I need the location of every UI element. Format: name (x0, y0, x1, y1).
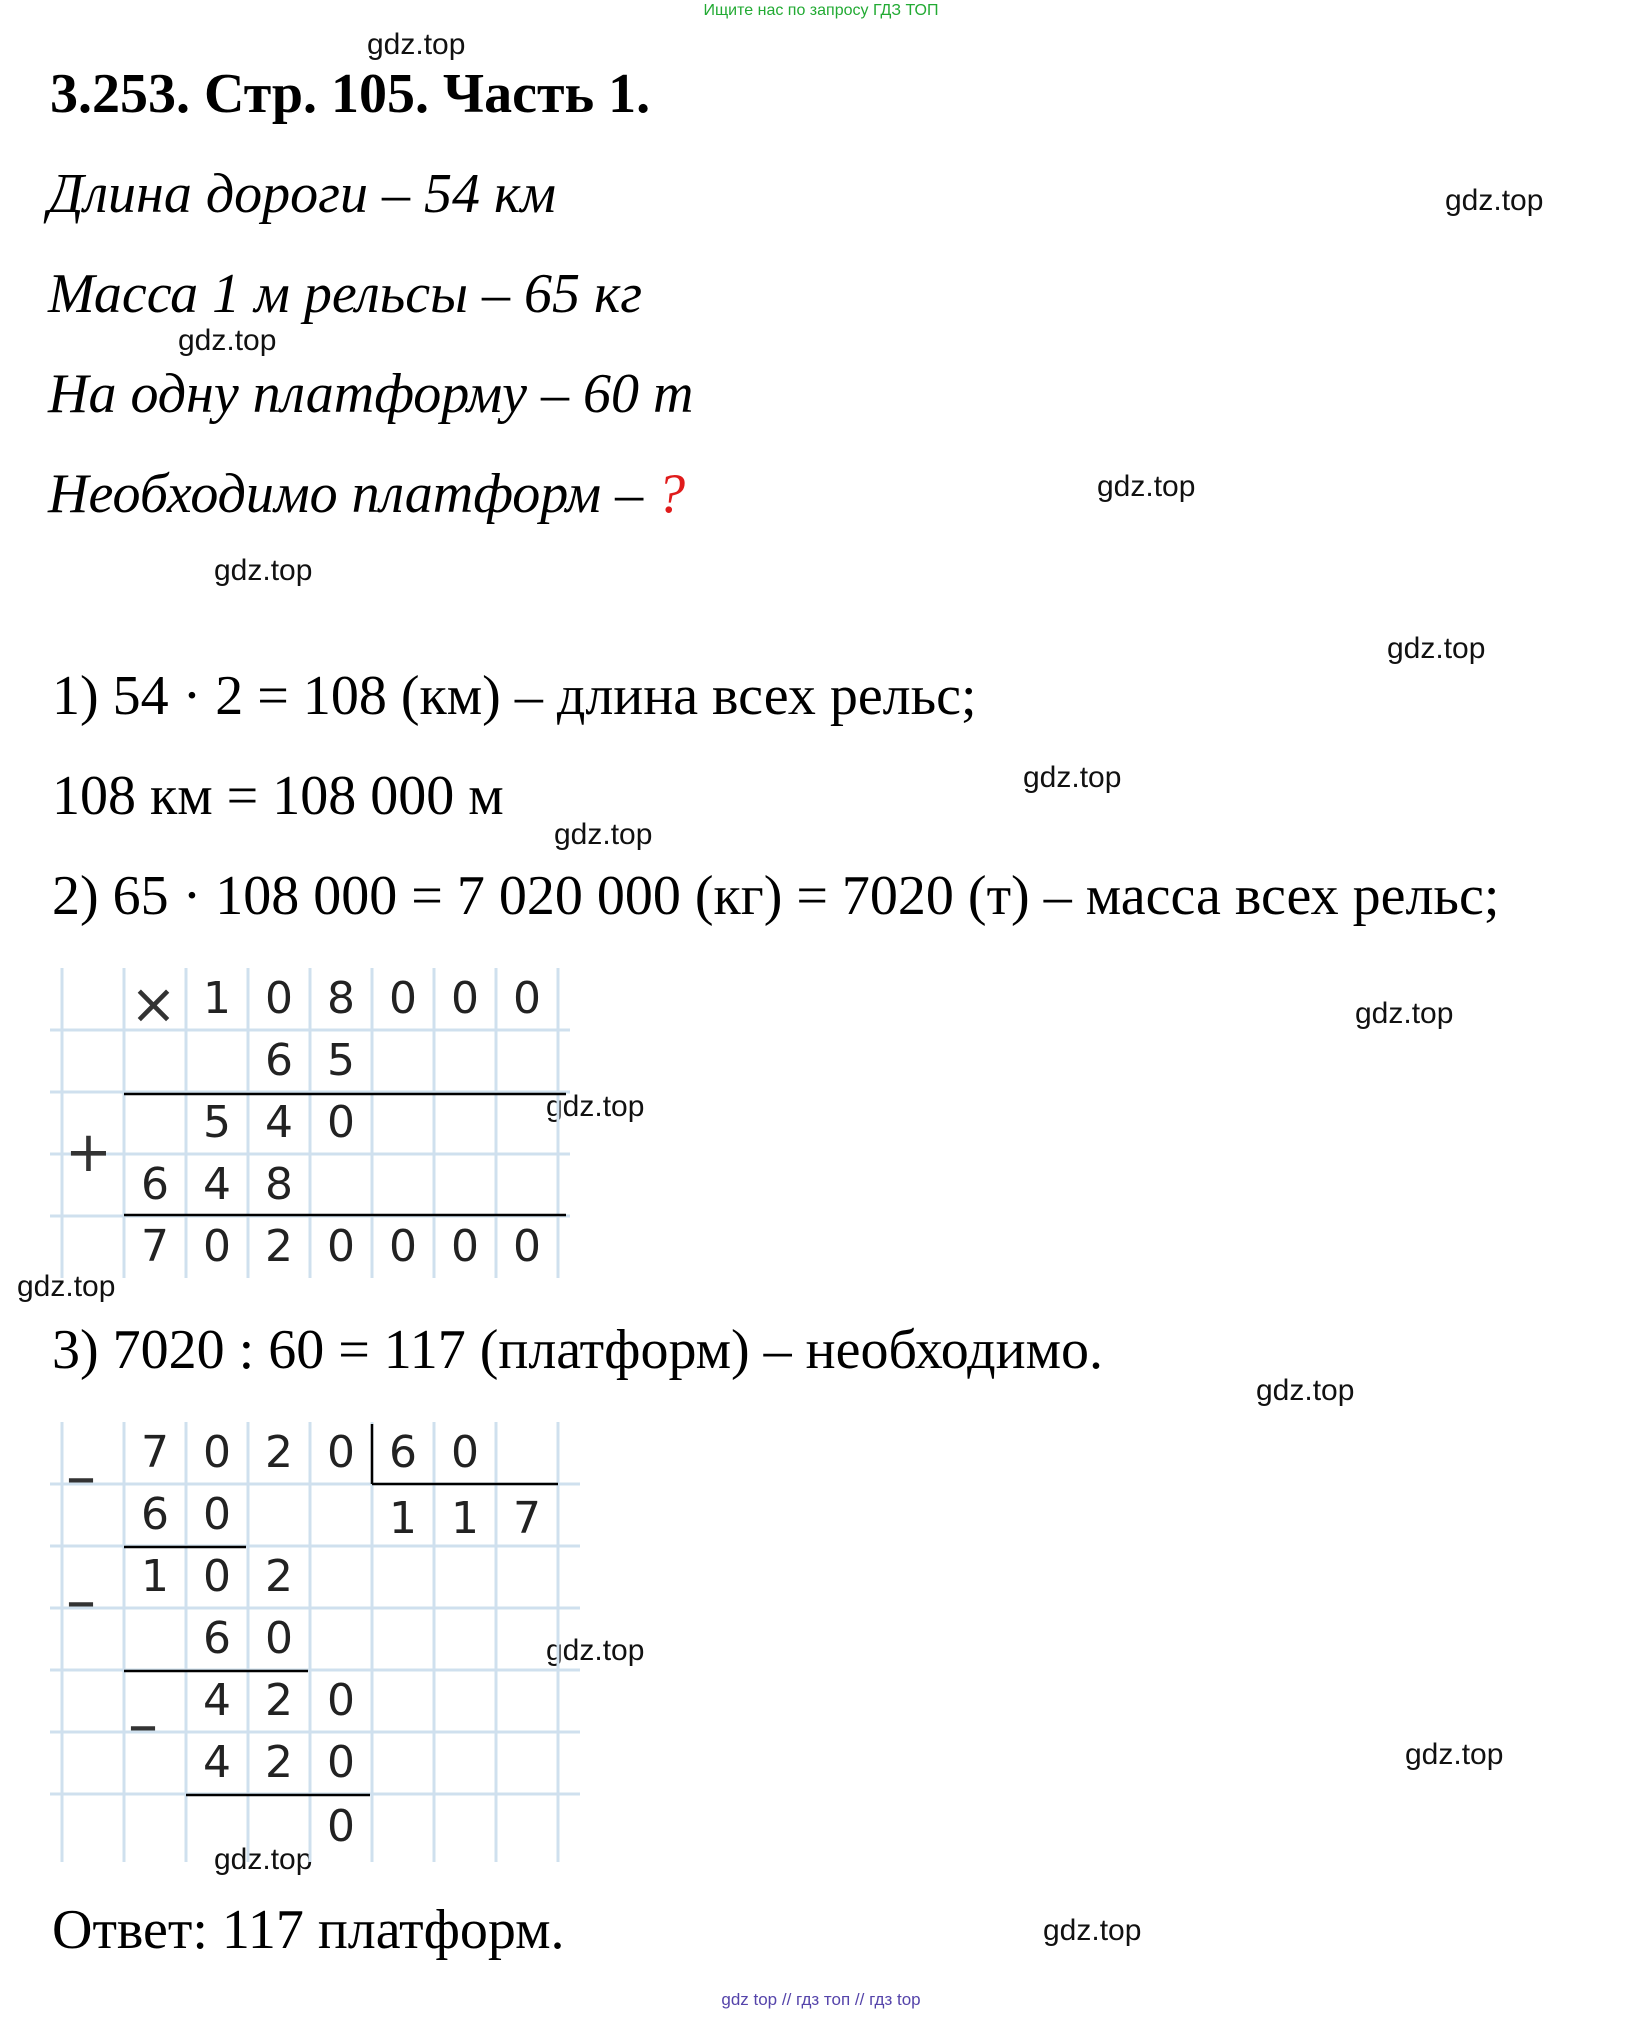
product-digit: 0 (203, 1221, 231, 1272)
product-digit: 7 (141, 1221, 169, 1272)
product-digit: 2 (265, 1221, 293, 1272)
subtrahend-digit: 2 (265, 1737, 293, 1788)
watermark: gdz.top (1043, 1914, 1142, 1947)
quotient-digit: 1 (389, 1493, 417, 1544)
dividend-digit: 7 (141, 1427, 169, 1478)
division-column (50, 1422, 580, 1862)
partial1-digit: 0 (327, 1097, 355, 1148)
watermark: gdz.top (554, 818, 653, 851)
subtrahend-digit: 0 (327, 1737, 355, 1788)
watermark: gdz.top (1387, 632, 1486, 665)
plus-sign: + (65, 1120, 112, 1185)
page-title: 3.253. Стр. 105. Часть 1. (50, 63, 651, 125)
multiplicand-digit: 8 (327, 973, 355, 1024)
remainder-digit: 1 (141, 1551, 169, 1602)
given-platforms-needed: Необходимо платформ – ? (48, 463, 686, 525)
given-road-length: Длина дороги – 54 км (48, 163, 556, 225)
footer-link[interactable]: gdz top (721, 1990, 778, 2009)
divisor-digit: 0 (451, 1427, 479, 1478)
subtrahend-digit: 4 (203, 1737, 231, 1788)
top-banner: Ищите нас по запросу ГДЗ ТОП (703, 2, 939, 19)
minus-sign: – (66, 1442, 96, 1512)
watermark: gdz.top (214, 1843, 313, 1876)
dividend-digit: 2 (265, 1427, 293, 1478)
subtrahend-digit: 6 (203, 1613, 231, 1664)
multiplication-column (50, 968, 570, 1278)
multiplicand-digit: 0 (451, 973, 479, 1024)
watermark: gdz.top (367, 28, 466, 61)
divisor-digit: 6 (389, 1427, 417, 1478)
footer (0, 1990, 1642, 2010)
final-remainder-digit: 0 (327, 1801, 355, 1852)
partial1-digit: 5 (203, 1097, 231, 1148)
quotient-digit: 7 (513, 1493, 541, 1544)
product-digit: 0 (327, 1221, 355, 1272)
partial2-digit: 6 (141, 1159, 169, 1210)
product-digit: 0 (451, 1221, 479, 1272)
step-2: 2) 65 · 108 000 = 7 020 000 (кг) = 7020 (т) – масса всех рельс; (52, 865, 1500, 927)
partial2-digit: 4 (203, 1159, 231, 1210)
given-rail-mass: Масса 1 м рельсы – 65 кг (48, 263, 643, 325)
multiplier-digit: 5 (327, 1035, 355, 1086)
watermark: gdz.top (546, 1090, 645, 1123)
footer-separator: // (781, 1990, 792, 2009)
remainder-digit: 4 (203, 1675, 231, 1726)
multiplicand-digit: 0 (265, 973, 293, 1024)
minus-sign: – (128, 1690, 158, 1760)
step-1-conversion: 108 км = 108 000 м (52, 765, 504, 827)
given-platform-capacity: На одну платформу – 60 т (48, 363, 694, 425)
product-digit: 0 (389, 1221, 417, 1272)
question-mark: ? (657, 463, 686, 525)
watermark: gdz.top (1445, 184, 1544, 217)
product-digit: 0 (513, 1221, 541, 1272)
watermark: gdz.top (1097, 470, 1196, 503)
quotient-digit: 1 (451, 1493, 479, 1544)
multiplicand-digit: 0 (389, 973, 417, 1024)
watermark: gdz.top (1405, 1738, 1504, 1771)
footer-link[interactable]: гдз top (869, 1990, 921, 2009)
partial1-digit: 4 (265, 1097, 293, 1148)
watermark: gdz.top (1256, 1374, 1355, 1407)
remainder-digit: 2 (265, 1551, 293, 1602)
multiply-sign: × (130, 972, 177, 1037)
watermark: gdz.top (1023, 761, 1122, 794)
subtrahend-digit: 6 (141, 1489, 169, 1540)
partial2-digit: 8 (265, 1159, 293, 1210)
answer: Ответ: 117 платформ. (52, 1899, 565, 1961)
step-1: 1) 54 · 2 = 108 (км) – длина всех рельс; (52, 665, 977, 727)
watermark: gdz.top (1355, 997, 1454, 1030)
multiplicand-digit: 0 (513, 973, 541, 1024)
multiplier-digit: 6 (265, 1035, 293, 1086)
dividend-digit: 0 (203, 1427, 231, 1478)
subtrahend-digit: 0 (203, 1489, 231, 1540)
step-3: 3) 7020 : 60 = 117 (платформ) – необходимо. (52, 1319, 1104, 1381)
subtrahend-digit: 0 (265, 1613, 293, 1664)
remainder-digit: 2 (265, 1675, 293, 1726)
multiplicand-digit: 1 (203, 973, 231, 1024)
dividend-digit: 0 (327, 1427, 355, 1478)
footer-separator: // (854, 1990, 865, 2009)
watermark: gdz.top (546, 1634, 645, 1667)
watermark: gdz.top (17, 1270, 116, 1303)
minus-sign: – (66, 1566, 96, 1636)
footer-link[interactable]: гдз топ (796, 1990, 851, 2009)
remainder-digit: 0 (203, 1551, 231, 1602)
watermark: gdz.top (214, 554, 313, 587)
remainder-digit: 0 (327, 1675, 355, 1726)
watermark: gdz.top (178, 324, 277, 357)
